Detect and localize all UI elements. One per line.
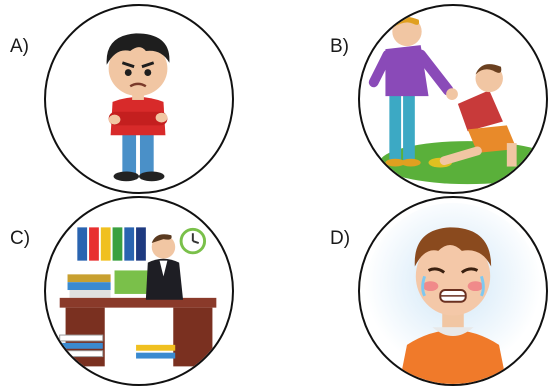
option-c-image xyxy=(44,196,234,386)
office-worker-illustration xyxy=(46,198,232,384)
option-a-image xyxy=(44,4,234,194)
option-b-image xyxy=(358,4,548,194)
helping-friend-illustration xyxy=(360,6,546,192)
angry-boy-illustration xyxy=(46,6,232,192)
option-c-label: C) xyxy=(10,228,31,249)
option-b-label: B) xyxy=(330,36,349,57)
option-d-image xyxy=(358,196,548,386)
option-d-label: D) xyxy=(330,228,351,249)
crying-boy-illustration xyxy=(360,198,546,384)
option-a-label: A) xyxy=(10,36,29,57)
